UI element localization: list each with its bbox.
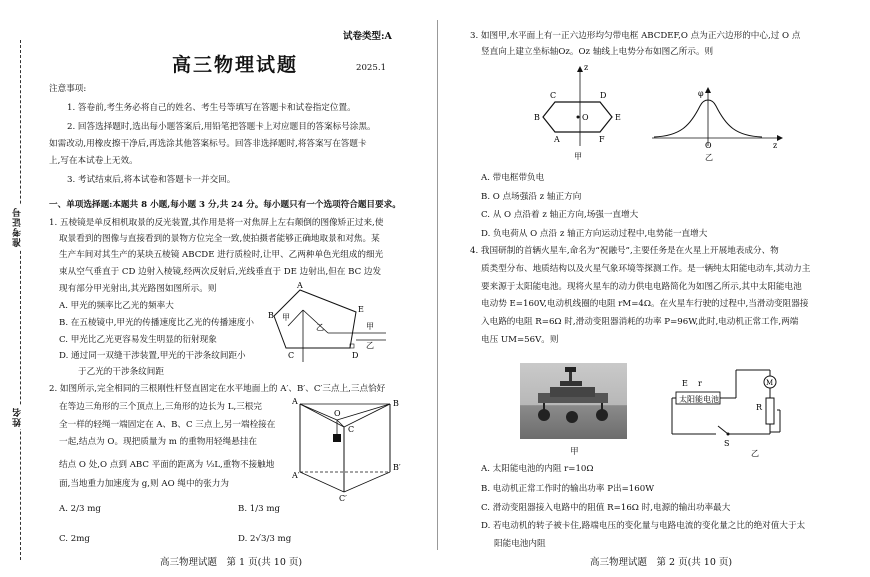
q4-option: C. 滑动变阻器接入电路中的阻值 R=16Ω 时,电源的输出功率最大 xyxy=(481,503,731,513)
label-yi: 乙 xyxy=(316,323,324,332)
q4-line: 质类型分布、地质结构以及火星气象环境等探测工作。是一辆纯太阳能电动车,其动力主 xyxy=(481,264,811,274)
q4-line: 入电路的电阻 R=6Ω 时,滑动变阻器消耗的功率 P=96W,此时,电动机正常工作,两端 xyxy=(481,317,799,327)
q1-line: 生产车间对其生产的某块五棱镜 ABCDE 进行质检时,让甲、乙两种单色光组成的细光 xyxy=(59,250,384,260)
q4-option: A. 太阳能电池的内阻 r=10Ω xyxy=(481,464,594,474)
label-jia2: 甲 xyxy=(366,322,374,331)
page-title: 高三物理试题 xyxy=(172,54,299,76)
label-A: A xyxy=(292,397,298,406)
footer-right: 高三物理试题 第 2 页(共 10 页) xyxy=(590,557,733,568)
q2-option: A. 2/3 mg xyxy=(59,504,101,514)
notes-heading: 注意事项: xyxy=(49,84,87,94)
label-phi: φ xyxy=(698,89,704,98)
label-C: C xyxy=(348,425,355,434)
label-C: C xyxy=(550,91,557,100)
q4-line: 电动势 E=160V,电动机线圈的电阻 rM=4Ω。在火星车行驶的过程中,当滑动变阻器接 xyxy=(481,299,809,309)
rover-photo xyxy=(520,363,627,439)
q4-line: 要来源于太阳能电池。现将火星车的动力供电电路简化为如图乙所示,其中太阳能电池 xyxy=(481,282,802,292)
label-yi: 乙 xyxy=(705,153,713,162)
q2-line: 全一样的轻绳一端固定在 A、B、C 三点上,另一端栓接在 xyxy=(59,420,276,430)
q1-option: C. 甲光比乙光更容易发生明显的衍射现象 xyxy=(59,335,217,345)
q1-line: 现有部分甲光射出,其光路图如图所示。则 xyxy=(59,284,217,294)
name-label: 姓名 xyxy=(13,407,23,427)
q2-line: 2. 如图所示,完全相同的三根刚性杆竖直固定在水平地面上的 A′、B′、C′三点上,三点恰好 xyxy=(49,384,386,394)
q1-line: 1. 五棱镜是单反相机取景的反光装置,其作用是将一对焦屏上左右颠倒的图像矫正过来,使 xyxy=(49,218,384,228)
label-D: D xyxy=(352,351,359,360)
label-yi: 乙 xyxy=(751,449,759,458)
potential-graph xyxy=(650,86,785,162)
footer-left: 高三物理试题 第 1 页(共 10 页) xyxy=(160,557,303,568)
label-yi2: 乙 xyxy=(366,341,374,350)
label-jia: 甲 xyxy=(282,313,290,322)
section-heading: 一、单项选择题:本题共 8 小题,每小题 3 分,共 24 分。每小题只有一个选项符合题目要求。 xyxy=(49,200,401,210)
label-R: R xyxy=(756,403,763,412)
note-line: 如需改动,用橡皮擦干净后,再选涂其他答案标号。回答非选择题时,将答案写在答题卡 xyxy=(49,139,367,149)
label-E: E xyxy=(615,113,621,122)
label-battery: 太阳能电池 xyxy=(679,395,719,404)
binding-line xyxy=(20,40,21,560)
label-z: z xyxy=(584,63,589,72)
label-C: C xyxy=(288,351,295,360)
q3-option: D. 负电荷从 O 点沿 z 轴正方向运动过程中,电势能一直增大 xyxy=(481,229,708,239)
q2-line: 面,当地重力加速度为 g,则 AO 绳中的张力为 xyxy=(59,479,229,489)
q1-option: B. 在五棱镜中,甲光的传播速度比乙光的传播速度小 xyxy=(59,318,254,328)
q1-line: 取景看到的图像与直接看到的景物方位完全一致,使拍摄者能够正确地取景和对焦。某 xyxy=(59,234,380,244)
label-O: O xyxy=(582,113,589,122)
note-line: 2. 回答选择题时,选出每小题答案后,用铅笔把答题卡上对应题目的答案标号涂黑。 xyxy=(67,122,376,132)
q2-line: 结点 O 处,O 点到 ABC 平面的距离为 ⅓L,重物不接触地 xyxy=(59,460,275,470)
label-S: S xyxy=(724,439,730,448)
label-Bp: B′ xyxy=(393,463,401,472)
q1-line: 束从空气垂直于 CD 边射入棱镜,经两次反射后,光线垂直于 DE 边射出,但在 BC 边发 xyxy=(59,267,382,277)
q4-option: 阳能电池内阻 xyxy=(494,539,546,549)
label-jia: 甲 xyxy=(574,152,582,161)
rods-figure xyxy=(292,392,407,502)
label-E: E xyxy=(682,379,688,388)
label-B: B xyxy=(268,311,274,320)
q4-option: B. 电动机正常工作时的输出功率 P出=160W xyxy=(481,484,655,494)
label-B: B xyxy=(534,113,540,122)
circuit-diagram xyxy=(668,364,803,459)
q3-option: B. O 点场强沿 z 轴正方向 xyxy=(481,192,582,202)
q1-option: 于乙光的干涉条纹间距 xyxy=(78,367,164,377)
hexagon-figure xyxy=(530,62,630,162)
label-F: F xyxy=(599,135,605,144)
q2-option: D. 2√3/3 mg xyxy=(238,534,292,544)
q3-line: 3. 如图甲,水平面上有一正六边形均匀带电框 ABCDEF,O 点为正六边形的中心,过 O 点 xyxy=(470,31,801,41)
pentaprism-figure xyxy=(268,278,388,363)
label-O2: O xyxy=(705,141,712,150)
label-A: A xyxy=(297,281,303,290)
q2-line: 在等边三角形的三个顶点上,三角形的边长为 L,三根完 xyxy=(59,402,262,412)
q4-line: 4. 我国研制的首辆火星车,命名为“祝融号”,主要任务是在火星上开展地表成分、物 xyxy=(470,246,779,256)
q4-option: D. 若电动机的转子被卡住,路端电压的变化量与电路电流的变化量之比的绝对值大于太 xyxy=(481,521,806,531)
label-Cp: C′ xyxy=(339,494,347,502)
label-M: M xyxy=(766,379,774,387)
note-line: 3. 考试结束后,将本试卷和答题卡一并交回。 xyxy=(67,175,236,185)
q3-option: A. 带电框带负电 xyxy=(481,173,545,183)
q4-line: 电压 UM=56V。则 xyxy=(481,335,559,345)
label-E: E xyxy=(358,305,364,314)
page-divider xyxy=(437,20,438,550)
q2-option: C. 2mg xyxy=(59,534,90,544)
q3-line: 竖直向上建立坐标轴Oz。Oz 轴线上电势分布如图乙所示。则 xyxy=(481,47,714,57)
photo-caption: 甲 xyxy=(570,447,579,457)
note-line: 1. 答卷前,考生务必将自己的姓名、考生号等填写在答题卡和试卷指定位置。 xyxy=(67,103,356,113)
label-A: A xyxy=(554,135,560,144)
q3-option: C. 从 O 点沿着 z 轴正方向,场强一直增大 xyxy=(481,210,639,220)
paper-type: 试卷类型:A xyxy=(343,31,392,42)
label-B: B xyxy=(393,399,399,408)
label-r: r xyxy=(698,379,702,388)
label-D: D xyxy=(600,91,607,100)
label-O: O xyxy=(334,409,341,418)
label-Ap: A′ xyxy=(292,471,300,480)
q2-line: 一起,结点为 O。现把质量为 m 的重物用轻绳悬挂在 xyxy=(59,437,257,447)
note-line: 上,写在本试卷上无效。 xyxy=(49,156,138,166)
q2-option: B. 1/3 mg xyxy=(238,504,280,514)
q1-option: D. 通过同一双缝干涉装置,甲光的干涉条纹间距小 xyxy=(59,351,246,361)
exam-date: 2025.1 xyxy=(356,63,387,73)
q1-option: A. 甲光的频率比乙光的频率大 xyxy=(59,301,174,311)
exam-number-label: 准考证号 xyxy=(13,207,23,247)
label-z2: z xyxy=(773,141,778,150)
